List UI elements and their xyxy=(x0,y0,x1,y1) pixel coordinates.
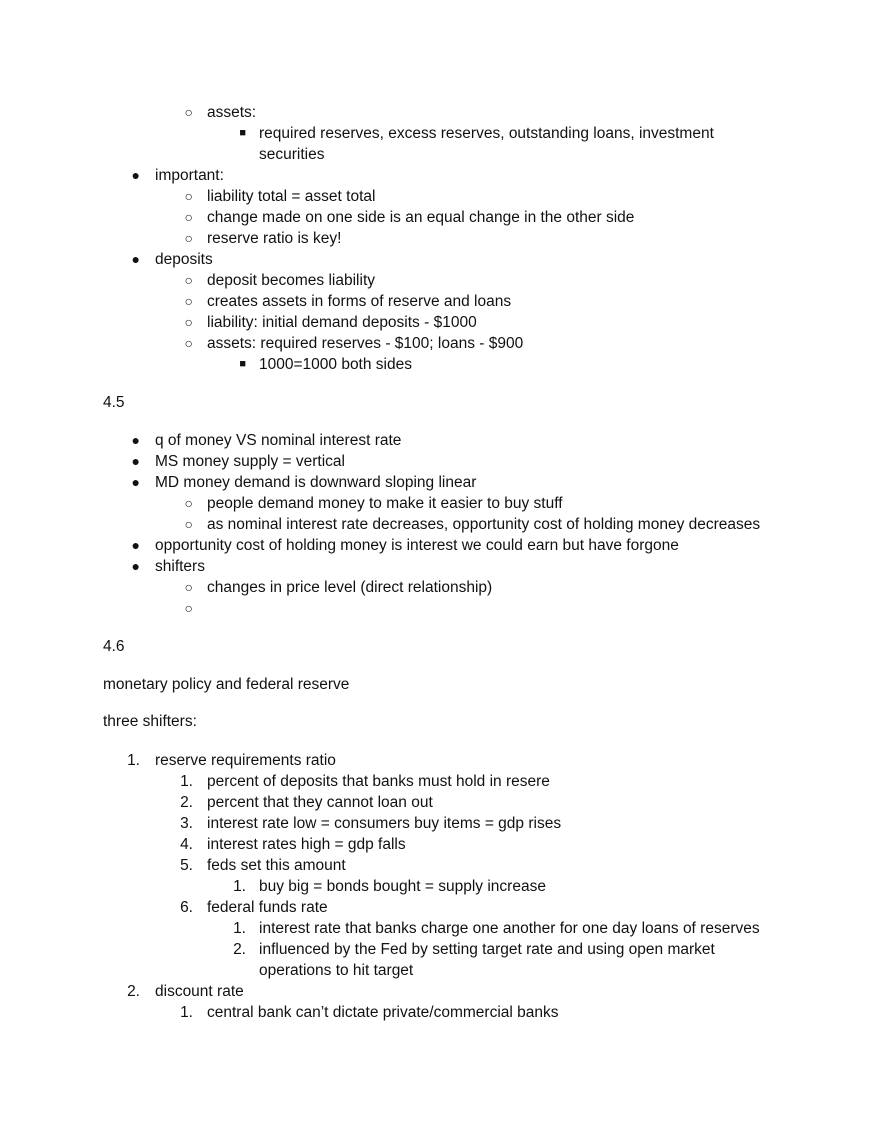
list-item-text: 1000=1000 both sides xyxy=(259,356,412,373)
list-number: 3. xyxy=(180,815,193,832)
list-number: 1. xyxy=(127,752,140,769)
list-item-text: feds set this amount xyxy=(207,857,346,874)
square-bullet-icon: ■ xyxy=(239,127,246,139)
list-item-text: percent of deposits that banks must hold in resere xyxy=(207,773,550,790)
circle-bullet-icon: ○ xyxy=(184,104,193,120)
disc-bullet-icon: ● xyxy=(131,251,140,267)
list-item-text: operations to hit target xyxy=(259,962,414,979)
list-item-text: interest rate that banks charge one another for one day loans of reserves xyxy=(259,920,760,937)
list-number: 1. xyxy=(233,878,246,895)
disc-bullet-icon: ● xyxy=(131,537,140,553)
disc-bullet-icon: ● xyxy=(131,558,140,574)
circle-bullet-icon: ○ xyxy=(184,188,193,204)
list-item-text: influenced by the Fed by setting target rate and using open market xyxy=(259,941,715,958)
disc-bullet-icon: ● xyxy=(131,167,140,183)
list-number: 1. xyxy=(180,773,193,790)
list-item-text: assets: xyxy=(207,104,257,121)
list-item-text: important: xyxy=(155,167,224,184)
list-item-text: deposits xyxy=(155,251,213,268)
list-item-text: interest rate low = consumers buy items = gdp rises xyxy=(207,815,562,832)
circle-bullet-icon: ○ xyxy=(184,579,193,595)
list-item-text: MD money demand is downward sloping linear xyxy=(155,474,477,491)
circle-bullet-icon: ○ xyxy=(184,335,193,351)
list-item-text: as nominal interest rate decreases, opportunity cost of holding money decreases xyxy=(207,516,761,533)
disc-bullet-icon: ● xyxy=(131,432,140,448)
list-number: 4. xyxy=(180,836,193,853)
paragraph: monetary policy and federal reserve xyxy=(103,676,350,693)
circle-bullet-icon: ○ xyxy=(184,314,193,330)
list-item-text: required reserves, excess reserves, outstanding loans, investment xyxy=(259,125,714,142)
list-number: 2. xyxy=(180,794,193,811)
list-item-text: change made on one side is an equal change in the other side xyxy=(207,209,635,226)
list-number: 6. xyxy=(180,899,193,916)
list-item-text: deposit becomes liability xyxy=(207,272,376,289)
list-item-text: MS money supply = vertical xyxy=(155,453,345,470)
list-item-text: assets: required reserves - $100; loans - $900 xyxy=(207,335,524,352)
list-item-text: securities xyxy=(259,146,325,163)
list-number: 2. xyxy=(127,983,140,1000)
list-item-text: buy big = bonds bought = supply increase xyxy=(259,878,546,895)
circle-bullet-icon: ○ xyxy=(184,209,193,225)
list-item-text: liability: initial demand deposits - $1000 xyxy=(207,314,477,331)
circle-bullet-icon: ○ xyxy=(184,293,193,309)
list-item-text: people demand money to make it easier to buy stuff xyxy=(207,495,563,512)
section-heading: 4.6 xyxy=(103,638,125,655)
list-item-text: creates assets in forms of reserve and loans xyxy=(207,293,512,310)
list-item-text: reserve requirements ratio xyxy=(155,752,336,769)
list-item-text: q of money VS nominal interest rate xyxy=(155,432,402,449)
list-item-text: percent that they cannot loan out xyxy=(207,794,433,811)
list-item-text: interest rates high = gdp falls xyxy=(207,836,406,853)
list-number: 2. xyxy=(233,941,246,958)
list-item-text: federal funds rate xyxy=(207,899,328,916)
list-number: 1. xyxy=(233,920,246,937)
circle-bullet-icon: ○ xyxy=(184,230,193,246)
circle-bullet-icon: ○ xyxy=(184,272,193,288)
list-item-text: reserve ratio is key! xyxy=(207,230,342,247)
paragraph: three shifters: xyxy=(103,713,197,730)
list-item-text: liability total = asset total xyxy=(207,188,376,205)
list-item-text: opportunity cost of holding money is interest we could earn but have forgone xyxy=(155,537,679,554)
list-item-text: discount rate xyxy=(155,983,244,1000)
circle-bullet-icon: ○ xyxy=(184,600,193,616)
disc-bullet-icon: ● xyxy=(131,453,140,469)
circle-bullet-icon: ○ xyxy=(184,495,193,511)
section-heading: 4.5 xyxy=(103,394,125,411)
disc-bullet-icon: ● xyxy=(131,474,140,490)
list-number: 1. xyxy=(180,1004,193,1021)
circle-bullet-icon: ○ xyxy=(184,516,193,532)
square-bullet-icon: ■ xyxy=(239,358,246,370)
list-number: 5. xyxy=(180,857,193,874)
list-item-text: shifters xyxy=(155,558,205,575)
list-item-text: central bank can’t dictate private/commercial banks xyxy=(207,1004,559,1021)
list-item-text: changes in price level (direct relationship) xyxy=(207,579,493,596)
